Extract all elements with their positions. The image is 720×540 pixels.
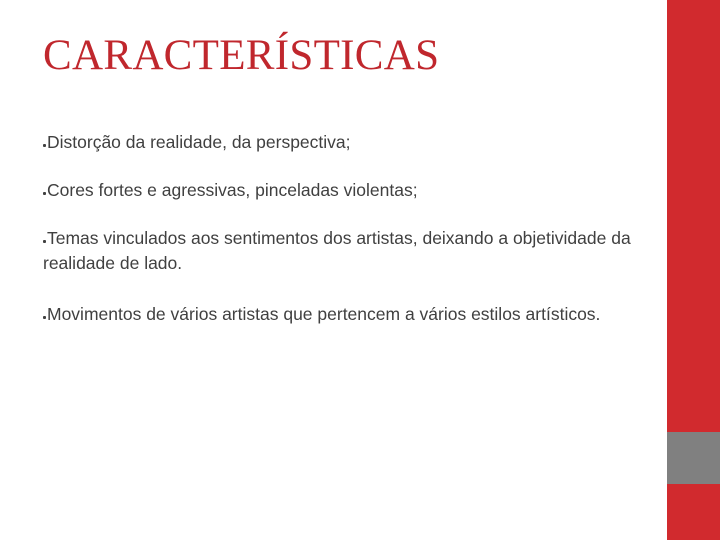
sidebar-gray-block	[667, 432, 720, 484]
decorative-sidebar	[667, 0, 720, 540]
bullet-text: Temas vinculados aos sentimentos dos artistas, deixando a objetividade da realidade de lado.	[43, 228, 631, 273]
bullet-text: Distorção da realidade, da perspectiva;	[47, 132, 351, 152]
bullet-icon	[43, 144, 46, 147]
sidebar-red-block	[667, 0, 720, 432]
bullet-list	[43, 130, 643, 350]
bullet-text: Cores fortes e agressivas, pinceladas violentas;	[47, 180, 418, 200]
slide-title: CARACTERÍSTICAS	[43, 32, 440, 79]
bullet-icon	[43, 316, 46, 319]
bullet-item	[43, 226, 643, 276]
bullet-icon	[43, 240, 46, 243]
bullet-icon	[43, 192, 46, 195]
bullet-item	[43, 130, 643, 155]
bullet-text: Movimentos de vários artistas que pertencem a vários estilos artísticos.	[47, 304, 601, 324]
bullet-item	[43, 178, 643, 203]
sidebar-red-block-bottom	[667, 484, 720, 540]
bullet-item	[43, 302, 643, 327]
